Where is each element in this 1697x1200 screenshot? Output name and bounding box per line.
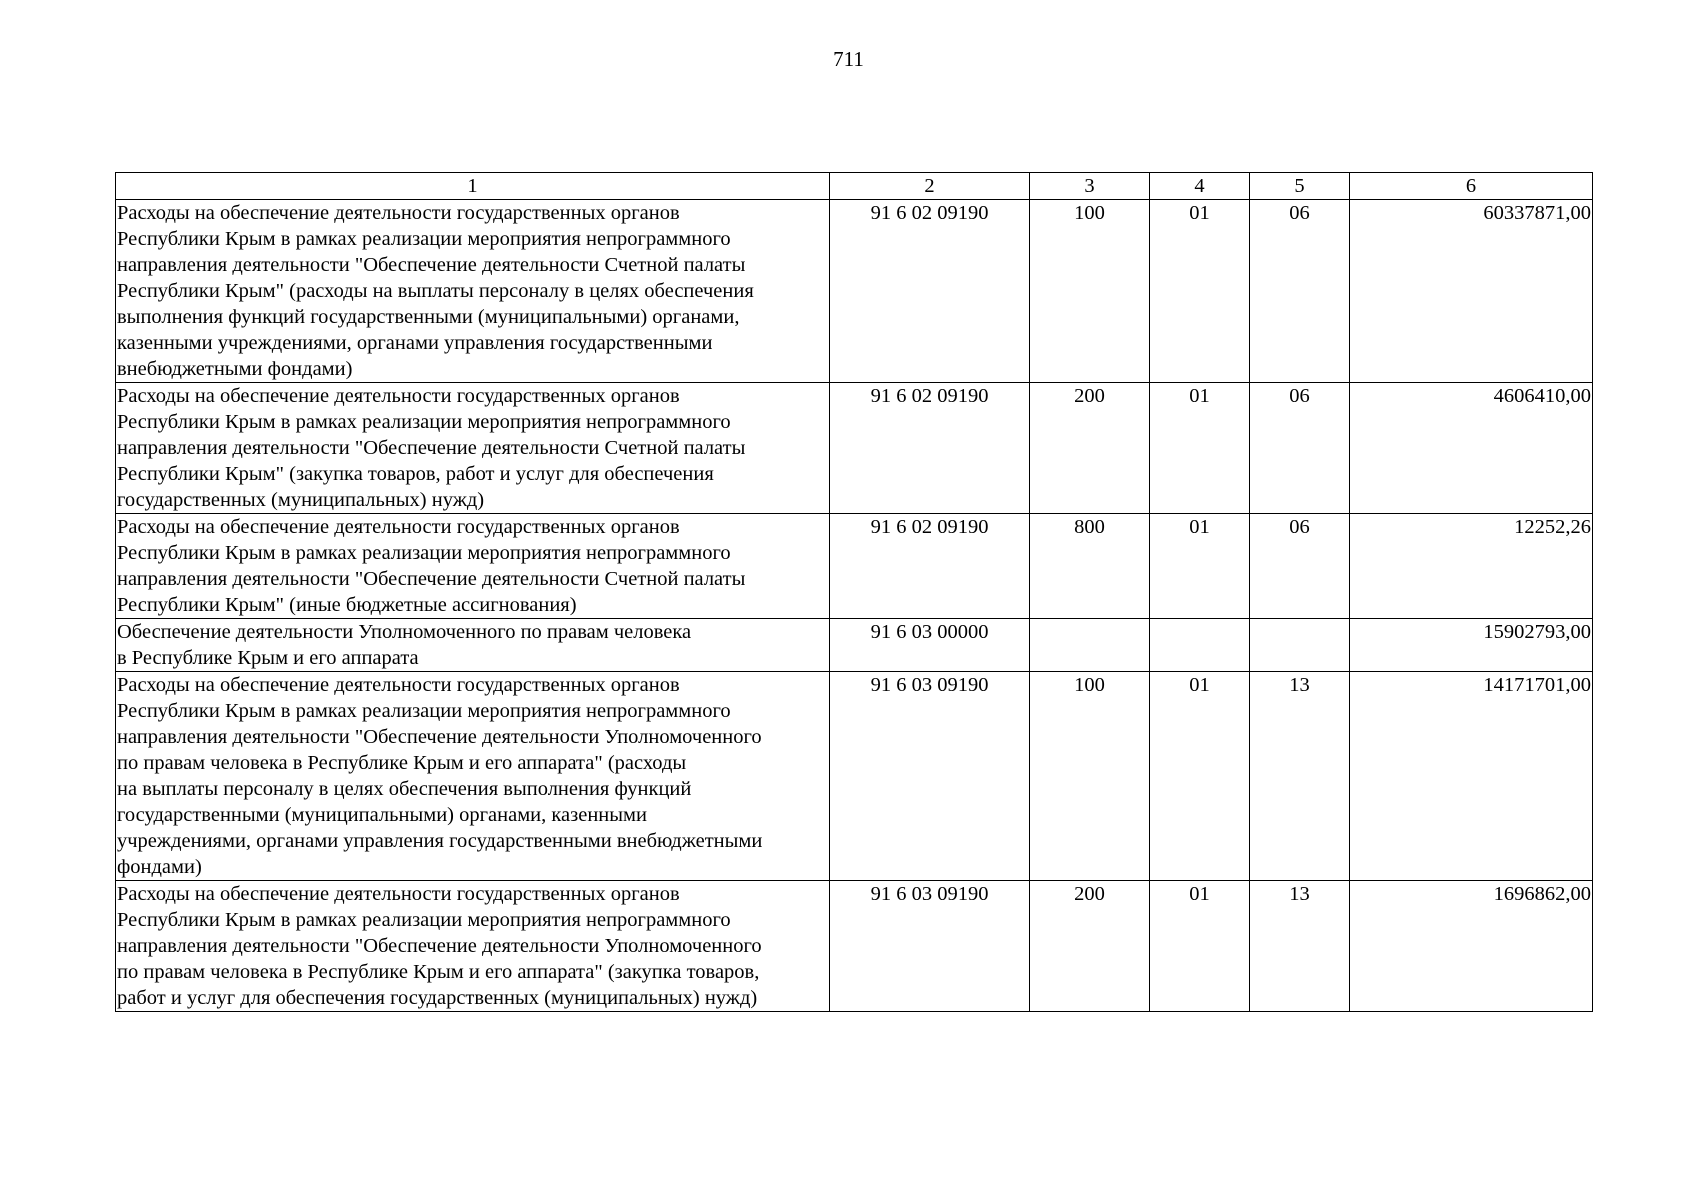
table-row xyxy=(116,383,1593,514)
row-description: Расходы на обеспечение деятельности государственных органов Республики Крым в рамках реализации мероприятия непрограммного направления деятельности "Обеспечение деятельности Счетной палаты Республики Крым" (закупка товаров, работ и услуг для обеспечения государственных (муниципальных) нужд) xyxy=(116,383,830,514)
row-amount: 60337871,00 xyxy=(1350,200,1593,383)
row-description: Расходы на обеспечение деятельности государственных органов Республики Крым в рамках реализации мероприятия непрограммного направления деятельности "Обеспечение деятельности Уполномоченного по правам человека в Республике Крым и его аппарата" (закупка товаров, работ и услуг для обеспечения государственных (муниципальных) нужд) xyxy=(116,881,830,1012)
row-amount: 1696862,00 xyxy=(1350,881,1593,1012)
row-expense-type: 200 xyxy=(1030,383,1150,514)
row-description: Расходы на обеспечение деятельности государственных органов Республики Крым в рамках реализации мероприятия непрограммного направления деятельности "Обеспечение деятельности Уполномоченного по правам человека в Республике Крым и его аппарата" (расходы на выплаты персоналу в целях обеспечения выполнения функций государственными (муниципальными) органами, казенными учреждениями, органами управления государственными внебюджетными фондами) xyxy=(116,672,830,881)
row-subsection: 06 xyxy=(1250,514,1350,619)
table-row xyxy=(116,514,1593,619)
row-expense-type xyxy=(1030,619,1150,672)
page-number: 711 xyxy=(833,47,864,71)
row-expense-type: 100 xyxy=(1030,672,1150,881)
header-col-1: 1 xyxy=(116,173,830,200)
table-header-row xyxy=(116,173,1593,200)
header-col-3: 3 xyxy=(1030,173,1150,200)
row-section: 01 xyxy=(1150,672,1250,881)
row-target-code: 91 6 02 09190 xyxy=(830,514,1030,619)
row-amount: 12252,26 xyxy=(1350,514,1593,619)
row-amount: 4606410,00 xyxy=(1350,383,1593,514)
row-section: 01 xyxy=(1150,200,1250,383)
row-section: 01 xyxy=(1150,383,1250,514)
table-row xyxy=(116,881,1593,1012)
row-description: Расходы на обеспечение деятельности государственных органов Республики Крым в рамках реализации мероприятия непрограммного направления деятельности "Обеспечение деятельности Счетной палаты Республики Крым" (иные бюджетные ассигнования) xyxy=(116,514,830,619)
row-expense-type: 200 xyxy=(1030,881,1150,1012)
row-amount: 14171701,00 xyxy=(1350,672,1593,881)
row-expense-type: 100 xyxy=(1030,200,1150,383)
row-expense-type: 800 xyxy=(1030,514,1150,619)
table-row xyxy=(116,619,1593,672)
row-target-code: 91 6 02 09190 xyxy=(830,383,1030,514)
header-col-6: 6 xyxy=(1350,173,1593,200)
table-row xyxy=(116,200,1593,383)
row-section: 01 xyxy=(1150,881,1250,1012)
row-target-code: 91 6 03 09190 xyxy=(830,881,1030,1012)
row-section: 01 xyxy=(1150,514,1250,619)
row-target-code: 91 6 02 09190 xyxy=(830,200,1030,383)
header-col-5: 5 xyxy=(1250,173,1350,200)
row-subsection: 13 xyxy=(1250,672,1350,881)
header-col-2: 2 xyxy=(830,173,1030,200)
row-subsection: 06 xyxy=(1250,200,1350,383)
row-target-code: 91 6 03 09190 xyxy=(830,672,1030,881)
budget-table xyxy=(115,172,1593,1012)
row-subsection: 06 xyxy=(1250,383,1350,514)
row-amount: 15902793,00 xyxy=(1350,619,1593,672)
header-col-4: 4 xyxy=(1150,173,1250,200)
row-target-code: 91 6 03 00000 xyxy=(830,619,1030,672)
row-description: Расходы на обеспечение деятельности государственных органов Республики Крым в рамках реализации мероприятия непрограммного направления деятельности "Обеспечение деятельности Счетной палаты Республики Крым" (расходы на выплаты персоналу в целях обеспечения выполнения функций государственными (муниципальными) органами, казенными учреждениями, органами управления государственными внебюджетными фондами) xyxy=(116,200,830,383)
row-subsection xyxy=(1250,619,1350,672)
row-section xyxy=(1150,619,1250,672)
table-row xyxy=(116,672,1593,881)
row-description: Обеспечение деятельности Уполномоченного по правам человека в Республике Крым и его аппарата xyxy=(116,619,830,672)
row-subsection: 13 xyxy=(1250,881,1350,1012)
